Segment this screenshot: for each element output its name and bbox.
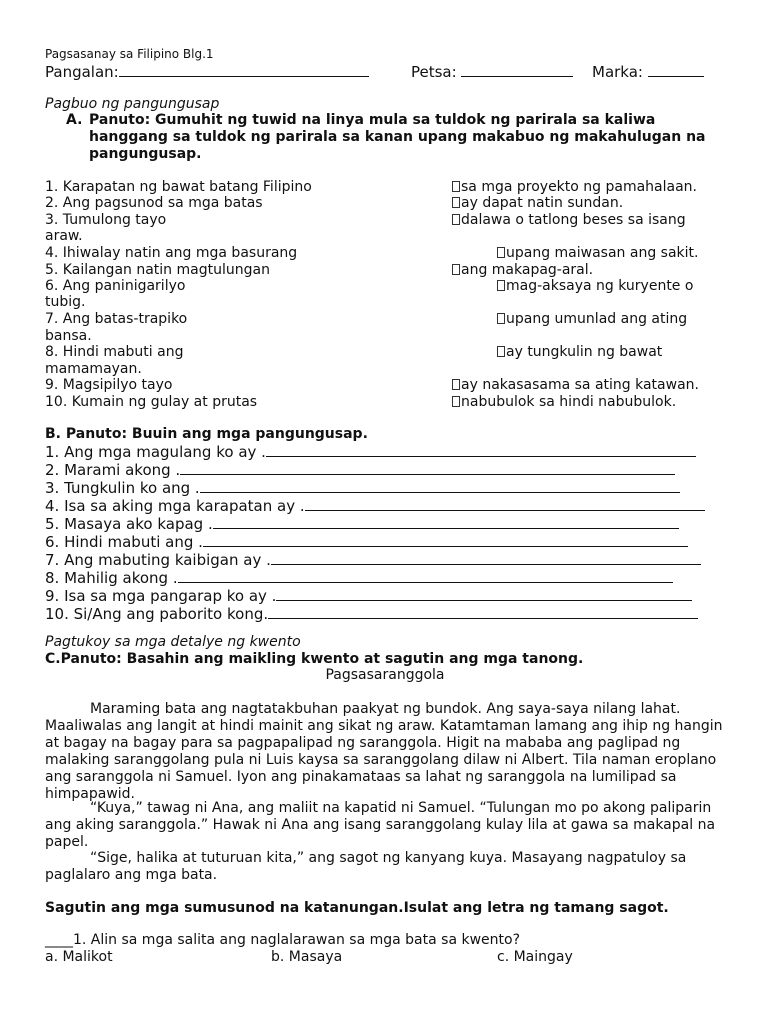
date-field[interactable] — [411, 63, 573, 81]
b-item-3[interactable]: 3. Tungkulin ko ang . — [45, 479, 680, 497]
question-1-text: 1. Alin sa mga salita ang naglalarawan sa mga bata sa kwento? — [73, 932, 521, 948]
dot-marker-icon[interactable] — [452, 379, 460, 390]
right-item-2[interactable]: ay dapat natin sundan. — [452, 195, 623, 211]
right-item-7[interactable]: upang umunlad ang ating — [497, 311, 687, 327]
questions-heading: Sagutin ang mga sumusunod na katanungan.Isulat ang letra ng tamang sagot. — [45, 900, 669, 916]
section-a-instructions-2: hanggang sa tuldok ng parirala sa kanan upang makabuo ng makahulugan na — [89, 129, 706, 145]
story-title: Pagsasaranggola — [325, 667, 445, 683]
answer-blank[interactable] — [200, 480, 680, 493]
b-item-9[interactable]: 9. Isa sa mga pangarap ko ay . — [45, 587, 692, 605]
answer-blank[interactable] — [271, 552, 701, 565]
section-a-heading: Pagbuo ng pangungusap — [45, 96, 220, 112]
name-label: Pangalan: — [45, 63, 119, 81]
left-item-8-cont: mamamayan. — [45, 361, 142, 377]
left-item-7: 7. Ang batas-trapiko — [45, 311, 188, 327]
right-item-4[interactable]: upang maiwasan ang sakit. — [497, 245, 698, 261]
left-item-7-cont: bansa. — [45, 328, 92, 344]
answer-blank[interactable] — [180, 462, 675, 475]
dot-marker-icon[interactable] — [452, 214, 460, 225]
b-item-8[interactable]: 8. Mahilig akong . — [45, 569, 673, 587]
date-blank[interactable] — [461, 64, 573, 77]
left-item-3: 3. Tumulong tayo — [45, 212, 167, 228]
story-paragraph-3: “Sige, halika at tuturuan kita,” ang sagot ng kanyang kuya. Masayang nagpatuloy sa paglalaro ang mga bata. — [45, 850, 687, 883]
score-blank[interactable] — [648, 64, 704, 77]
section-a-letter: A. — [66, 112, 83, 128]
section-c-heading: Pagtukoy sa mga detalye ng kwento — [45, 634, 301, 650]
right-item-8[interactable]: ay tungkulin ng bawat — [497, 344, 662, 360]
b-item-1[interactable]: 1. Ang mga magulang ko ay . — [45, 443, 696, 461]
right-item-1[interactable]: sa mga proyekto ng pamahalaan. — [452, 179, 697, 195]
left-item-1: 1. Karapatan ng bawat batang Filipino — [45, 179, 312, 195]
date-label: Petsa: — [411, 63, 457, 81]
dot-marker-icon[interactable] — [497, 280, 505, 291]
section-a-instructions-1: Panuto: Gumuhit ng tuwid na linya mula sa tuldok ng parirala sa kaliwa — [89, 112, 656, 128]
story-paragraph-1: Maraming bata ang nagtatakbuhan paakyat ng bundok. Ang saya-saya nilang lahat. Maaliwalas ang langit at hindi mainit ang sikat ng araw. Katamtaman lamang ang ihip ng hangin at bagay na bagay para sa pagpapalipad ng saranggola. Higit na mababa ang paglipad ng malaking saranggolang pula ni Luis kaysa sa saranggolang dilaw ni Albert. Tila naman eroplano ang saranggola ni Samuel. Iyon ang pinakamataas sa lahat ng saranggola na lumilipad sa himpapawid. — [45, 701, 723, 802]
answer-blank[interactable] — [268, 606, 698, 619]
dot-marker-icon[interactable] — [497, 346, 505, 357]
score-label: Marka: — [592, 63, 643, 81]
b-item-10[interactable]: 10. Si/Ang ang paborito kong. — [45, 605, 698, 623]
answer-blank[interactable] — [178, 570, 673, 583]
answer-blank[interactable] — [213, 516, 679, 529]
b-item-7[interactable]: 7. Ang mabuting kaibigan ay . — [45, 551, 701, 569]
left-item-8: 8. Hindi mabuti ang — [45, 344, 184, 360]
left-item-2: 2. Ang pagsunod sa mga batas — [45, 195, 263, 211]
dot-marker-icon[interactable] — [497, 247, 505, 258]
left-item-4: 4. Ihiwalay natin ang mga basurang — [45, 245, 298, 261]
left-item-10: 10. Kumain ng gulay at prutas — [45, 394, 258, 410]
left-item-9: 9. Magsipilyo tayo — [45, 377, 173, 393]
choice-a: a. Malikot — [45, 949, 113, 965]
section-c-instructions: C.Panuto: Basahin ang maikling kwento at sagutin ang mga tanong. — [45, 651, 584, 667]
right-item-5[interactable]: ang makapag-aral. — [452, 262, 593, 278]
answer-blank[interactable] — [266, 444, 696, 457]
story-paragraph-2: “Kuya,” tawag ni Ana, ang maliit na kapatid ni Samuel. “Tulungan mo po akong paliparin ang aking saranggola.” Hawak ni Ana ang isang saranggolang kulay lila at gawa sa makapal na papel. — [45, 800, 716, 850]
dot-marker-icon[interactable] — [452, 396, 460, 407]
question-1 — [45, 932, 520, 948]
answer-blank[interactable] — [305, 498, 705, 511]
section-b-heading: B. Panuto: Buuin ang mga pangungusap. — [45, 426, 368, 442]
left-item-3-cont: araw. — [45, 228, 83, 244]
name-blank[interactable] — [119, 64, 369, 77]
choice-b: b. Masaya — [271, 949, 343, 965]
answer-blank[interactable] — [276, 588, 692, 601]
worksheet-title: Pagsasanay sa Filipino Blg.1 — [45, 47, 214, 61]
b-item-4[interactable]: 4. Isa sa aking mga karapatan ay . — [45, 497, 705, 515]
right-item-6[interactable]: mag-aksaya ng kuryente o — [497, 278, 693, 294]
answer-blank[interactable]: ____ — [45, 932, 73, 948]
right-item-10[interactable]: nabubulok sa hindi nabubulok. — [452, 394, 676, 410]
dot-marker-icon[interactable] — [497, 313, 505, 324]
b-item-2[interactable]: 2. Marami akong . — [45, 461, 675, 479]
dot-marker-icon[interactable] — [452, 181, 460, 192]
score-field[interactable] — [592, 63, 704, 81]
dot-marker-icon[interactable] — [452, 197, 460, 208]
right-item-9[interactable]: ay nakasasama sa ating katawan. — [452, 377, 699, 393]
right-item-3[interactable]: dalawa o tatlong beses sa isang — [452, 212, 686, 228]
left-item-6-cont: tubig. — [45, 294, 86, 310]
b-item-5[interactable]: 5. Masaya ako kapag . — [45, 515, 679, 533]
name-field[interactable] — [45, 63, 369, 81]
choice-c: c. Maingay — [497, 949, 573, 965]
answer-blank[interactable] — [203, 534, 688, 547]
left-item-6: 6. Ang paninigarilyo — [45, 278, 186, 294]
left-item-5: 5. Kailangan natin magtulungan — [45, 262, 270, 278]
b-item-6[interactable]: 6. Hindi mabuti ang . — [45, 533, 688, 551]
section-a-instructions-3: pangungusap. — [89, 146, 202, 162]
dot-marker-icon[interactable] — [452, 264, 460, 275]
